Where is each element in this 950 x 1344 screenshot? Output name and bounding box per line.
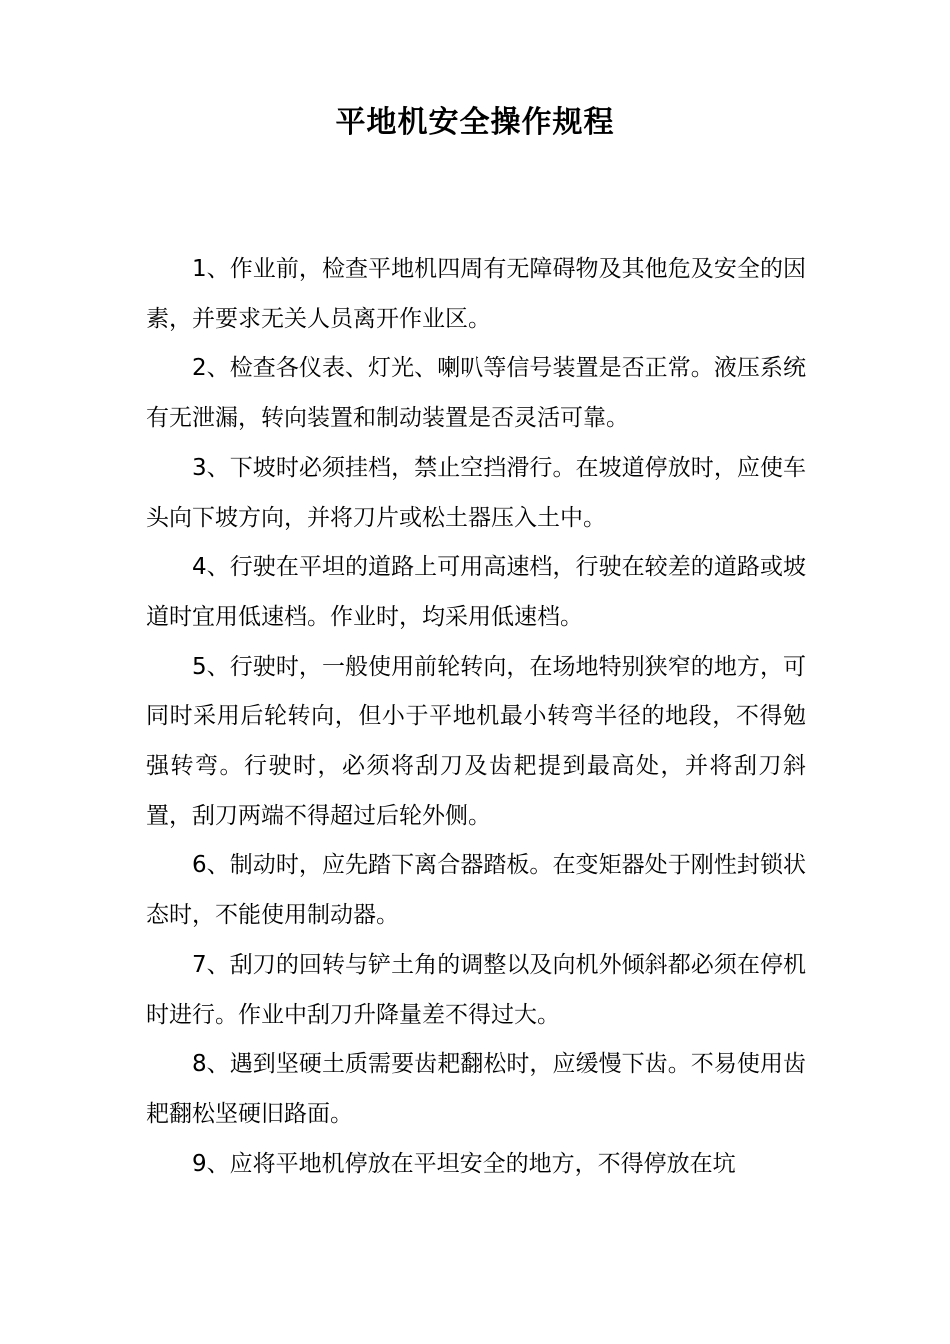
paragraph-6: 6、制动时，应先踏下离合器踏板。在变矩器处于刚性封锁状态时，不能使用制动器。	[146, 852, 806, 929]
paragraph-7: 7、刮刀的回转与铲土角的调整以及向机外倾斜都必须在停机时进行。作业中刮刀升降量差不得过大。	[146, 951, 806, 1028]
paragraph-9: 9、应将平地机停放在平坦安全的地方，不得停放在坑	[192, 1150, 736, 1177]
paragraph-2: 2、检查各仪表、灯光、喇叭等信号装置是否正常。液压系统有无泄漏，转向装置和制动装置是否灵活可靠。	[146, 355, 806, 432]
paragraph-8: 8、遇到坚硬土质需要齿耙翻松时，应缓慢下齿。不易使用齿耙翻松坚硬旧路面。	[146, 1051, 806, 1127]
page-title: 平地机安全操作规程	[335, 105, 615, 140]
paragraph-3: 3、下坡时必须挂档，禁止空挡滑行。在坡道停放时，应使车头向下坡方向，并将刀片或松土器压入土中。	[146, 454, 806, 531]
document-body	[146, 245, 806, 1189]
paragraph-5: 5、行驶时，一般使用前轮转向，在场地特别狭窄的地方，可同时采用后轮转向，但小于平地机最小转弯半径的地段，不得勉强转弯。行驶时，必须将刮刀及齿耙提到最高处，并将刮刀斜置，刮刀两端不得超过后轮外侧。	[146, 653, 806, 829]
paragraph-1: 1、作业前，检查平地机四周有无障碍物及其他危及安全的因素，并要求无关人员离开作业区。	[146, 256, 806, 332]
paragraph-4: 4、行驶在平坦的道路上可用高速档，行驶在较差的道路或坡道时宜用低速档。作业时，均采用低速档。	[146, 554, 806, 630]
